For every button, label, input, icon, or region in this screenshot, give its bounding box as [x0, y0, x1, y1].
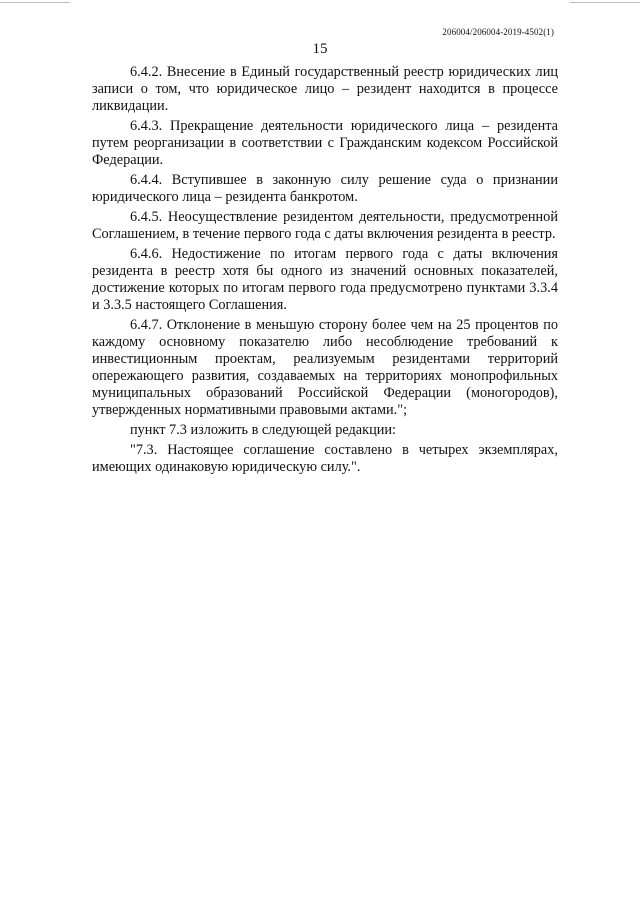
paragraph-6-4-2: 6.4.2. Внесение в Единый государственный реестр юридических лиц записи о том, что юридическое лицо – резидент находится в процессе ликвидации. [92, 64, 558, 114]
paragraph-6-4-3: 6.4.3. Прекращение деятельности юридического лица – резидента путем реорганизации в соответствии с Гражданским кодексом Российской Федерации. [92, 118, 558, 168]
top-edge-line-left [0, 2, 70, 3]
paragraph-7-3: "7.3. Настоящее соглашение составлено в четырех экземплярах, имеющих одинаковую юридическую силу.". [92, 442, 558, 475]
document-body [92, 64, 558, 479]
paragraph-amendment-intro: пункт 7.3 изложить в следующей редакции: [130, 422, 397, 438]
document-id: 206004/206004-2019-4502(1) [442, 27, 554, 37]
page-number: 15 [312, 41, 328, 57]
top-edge-line-right [570, 2, 640, 3]
paragraph-6-4-5: 6.4.5. Неосуществление резидентом деятельности, предусмотренной Соглашением, в течение первого года с даты включения резидента в реестр. [92, 209, 558, 242]
paragraph-6-4-6: 6.4.6. Недостижение по итогам первого года с даты включения резидента в реестр хотя бы одного из значений основных показателей, достижение которых по итогам первого года предусмотрено пунктами 3.3.4 и 3.3.5 настоящего Соглашения. [92, 246, 558, 313]
paragraph-6-4-7: 6.4.7. Отклонение в меньшую сторону более чем на 25 процентов по каждому основному показателю либо несоблюдение требований к инвестиционным проектам, реализуемым резидентами территорий опережающего развития, создаваемых на территориях монопрофильных муниципальных образований Российской Федерации (моногородов), утвержденных нормативными правовыми актами."; [92, 317, 558, 418]
paragraph-6-4-4: 6.4.4. Вступившее в законную силу решение суда о признании юридического лица – резидента банкротом. [92, 172, 558, 205]
